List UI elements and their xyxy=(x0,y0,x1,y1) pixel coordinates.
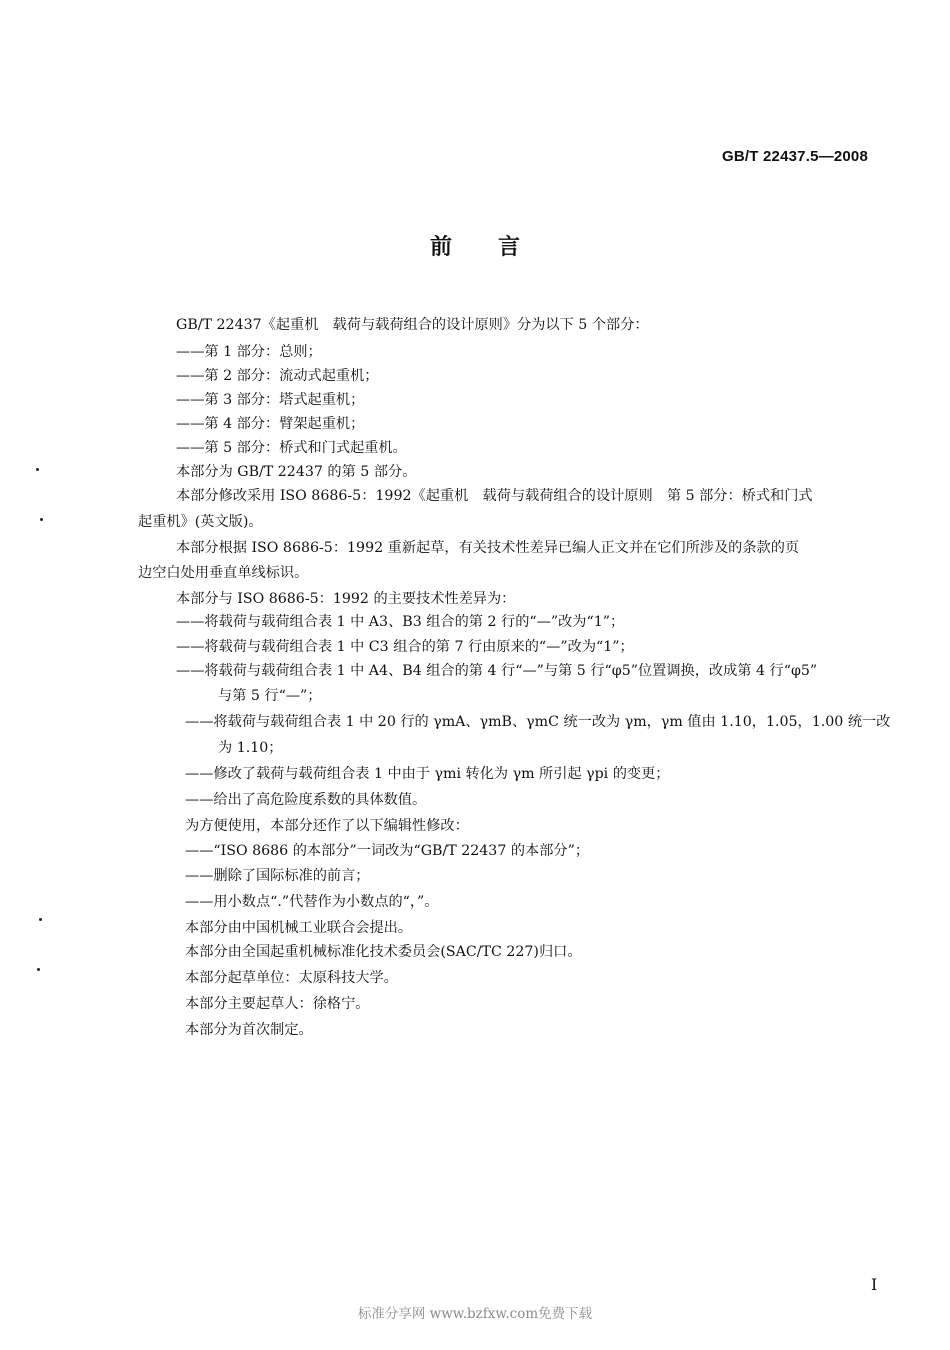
list-item: ——将载荷与载荷组合表 1 中 C3 组合的第 7 行由原来的“—”改为“1”； xyxy=(176,639,634,655)
list-item: ——修改了载荷与载荷组合表 1 中由于 γmi 转化为 γm 所引起 γpi 的变更； xyxy=(185,766,670,782)
list-item: ——第 2 部分：流动式起重机； xyxy=(176,368,379,384)
list-item: ——第 1 部分：总则； xyxy=(176,344,322,360)
paragraph-line: 边空白处用垂直单线标识。 xyxy=(138,565,309,581)
list-item: ——第 5 部分：桥式和门式起重机。 xyxy=(176,440,407,456)
paragraph-line: 本部分主要起草人：徐格宁。 xyxy=(185,996,370,1012)
list-item-continuation: 为 1.10； xyxy=(218,740,283,756)
list-item: ——第 3 部分：塔式起重机； xyxy=(176,392,365,408)
paragraph-line: 本部分修改采用 ISO 8686-5：1992《起重机 载荷与载荷组合的设计原则 第 5 部分：桥式和门式 xyxy=(176,488,813,504)
paragraph-line: 为方便使用，本部分还作了以下编辑性修改： xyxy=(185,818,469,834)
paragraph-line: 本部分起草单位：太原科技大学。 xyxy=(185,970,398,986)
list-item: ——删除了国际标准的前言； xyxy=(185,868,370,884)
standard-number: GB/T 22437.5—2008 xyxy=(722,148,868,165)
paragraph-line: 本部分根据 ISO 8686-5：1992 重新起草，有关技术性差异已编人正文并在它们所涉及的条款的页 xyxy=(176,540,800,556)
scan-speck xyxy=(37,968,40,971)
paragraph-line: GB/T 22437《起重机 载荷与载荷组合的设计原则》分为以下 5 个部分： xyxy=(176,317,649,333)
paragraph-line: 起重机》(英文版)。 xyxy=(138,514,263,530)
paragraph-line: 本部分由全国起重机械标准化技术委员会(SAC/TC 227)归口。 xyxy=(185,944,582,960)
paragraph-line: 本部分为 GB/T 22437 的第 5 部分。 xyxy=(176,464,417,480)
list-item: ——将载荷与载荷组合表 1 中 A3、B3 组合的第 2 行的“—”改为“1”； xyxy=(176,614,625,630)
scan-speck xyxy=(36,468,39,471)
list-item: ——给出了高危险度系数的具体数值。 xyxy=(185,792,427,808)
list-item: ——第 4 部分：臂架起重机； xyxy=(176,416,365,432)
scan-speck xyxy=(40,518,43,521)
page-number: I xyxy=(871,1275,878,1294)
paragraph-line: 本部分与 ISO 8686-5：1992 的主要技术性差异为： xyxy=(176,591,516,607)
list-item: ——将载荷与载荷组合表 1 中 20 行的 γmA、γmB、γmC 统一改为 γm，γm 值由 1.10，1.05，1.00 统一改 xyxy=(185,714,891,730)
paragraph-line: 本部分为首次制定。 xyxy=(185,1022,313,1038)
watermark: 标准分享网 www.bzfxw.com免费下载 xyxy=(357,1306,593,1322)
scan-speck xyxy=(39,918,42,921)
list-item: ——“ISO 8686 的本部分”一词改为“GB/T 22437 的本部分”； xyxy=(185,843,590,859)
list-item: ——用小数点“.”代替作为小数点的“，”。 xyxy=(185,894,439,910)
list-item: ——将载荷与载荷组合表 1 中 A4、B4 组合的第 4 行“—”与第 5 行“φ5”位置调换，改成第 4 行“φ5” xyxy=(176,663,818,679)
paragraph-line: 本部分由中国机械工业联合会提出。 xyxy=(185,920,413,936)
list-item-continuation: 与第 5 行“—”； xyxy=(218,688,322,704)
page-title: 前言 xyxy=(429,235,566,260)
